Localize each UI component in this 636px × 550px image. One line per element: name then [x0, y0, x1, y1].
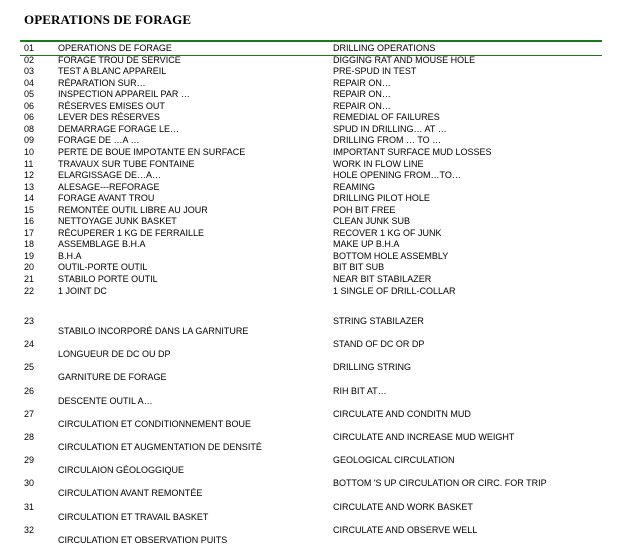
english-term: REPAIR ON… — [333, 77, 391, 88]
french-term: GARNITURE DE FORAGE — [58, 372, 167, 383]
english-term: DRILLING PILOT HOLE — [333, 193, 430, 204]
row-number: 11 — [24, 158, 34, 169]
english-term: IMPORTANT SURFACE MUD LOSSES — [333, 146, 492, 157]
french-term: RÉSERVES EMISES OUT — [58, 100, 165, 111]
english-term: POH BIT FREE — [333, 204, 396, 215]
row-number: 16 — [24, 216, 35, 227]
english-term: MAKE UP B.H.A — [333, 239, 400, 250]
row-number: 20 — [24, 262, 35, 273]
row-number: 01 — [24, 43, 35, 53]
english-term: REPAIR ON… — [333, 100, 391, 111]
english-term: CIRCULATE AND WORK BASKET — [333, 501, 473, 512]
row-number: 06 — [24, 100, 35, 111]
english-term: RIH BIT AT… — [333, 385, 387, 396]
header-rule — [20, 40, 602, 42]
row-number: 29 — [24, 455, 35, 466]
english-term: REAMING — [333, 181, 376, 192]
french-term: FORAGE TROU DE SERVICE — [58, 54, 181, 65]
french-term: DEMARRAGE FORAGE LE… — [58, 123, 180, 134]
row-number: 25 — [24, 362, 35, 373]
french-term: NETTOYAGE JUNK BASKET — [58, 216, 177, 227]
english-term: CIRCULATE AND OBSERVE WELL — [333, 524, 478, 535]
french-term: CIRCULATION ET AUGMENTATION DE DENSITÉ — [58, 442, 262, 452]
english-term: BOTTOM 'S UP CIRCULATION OR CIRC. FOR TRIP — [333, 478, 547, 489]
row-number: 24 — [24, 339, 35, 350]
row-number: 12 — [24, 170, 35, 181]
french-term: STABILO PORTE OUTIL — [58, 274, 158, 284]
row-number: 30 — [24, 478, 35, 489]
english-term: DRILLING STRING — [333, 362, 412, 373]
french-term: REMONTÉE OUTIL LIBRE AU JOUR — [58, 204, 208, 215]
english-term: CIRCULATE AND CONDITN MUD — [333, 408, 471, 419]
french-term: DESCENTE OUTIL A… — [58, 395, 153, 406]
french-term: FORAGE AVANT TROU — [58, 193, 155, 204]
english-term: STRING STABILAZER — [333, 316, 424, 326]
row-number: 23 — [24, 316, 35, 326]
english-term: NEAR BIT STABILAZER — [333, 274, 432, 284]
french-term: FORAGE DE …A … — [58, 135, 140, 146]
french-term: OPERATIONS DE FORAGE — [58, 43, 172, 53]
french-term: RÉPARATION SUR… — [58, 77, 146, 88]
english-term: REPAIR ON… — [333, 89, 391, 100]
french-term: TEST A BLANC APPAREIL — [58, 66, 167, 77]
row-number: 05 — [24, 89, 35, 100]
english-term: DRILLING FROM … TO … — [333, 135, 442, 146]
french-term: ALESAGE---REFORAGE — [58, 181, 160, 192]
english-term: HOLE OPENING FROM…TO… — [333, 170, 461, 181]
row-number: 09 — [24, 135, 35, 146]
french-term: PERTE DE BOUE IMPOTANTE EN SURFACE — [58, 146, 246, 157]
french-term: 1 JOINT DC — [58, 285, 107, 296]
french-term: CIRCULATION ET OBSERVATION PUITS — [58, 534, 228, 545]
english-term: CIRCULATE AND INCREASE MUD WEIGHT — [333, 432, 515, 442]
english-term: DIGGING RAT AND MOUSE HOLE — [333, 54, 476, 65]
row-number: 19 — [24, 250, 35, 261]
french-term: CIRCULATION AVANT REMONTÉE — [58, 488, 203, 499]
row-number: 04 — [24, 77, 35, 88]
english-term: CLEAN JUNK SUB — [333, 216, 411, 227]
english-term: BIT BIT SUB — [333, 262, 385, 273]
english-term: BOTTOM HOLE ASSEMBLY — [333, 250, 449, 261]
row-number: 17 — [24, 227, 35, 238]
row-number: 15 — [24, 204, 35, 215]
french-term: ELARGISSAGE DE…A… — [58, 170, 162, 181]
french-term: LONGUEUR DE DC OU DP — [58, 349, 171, 360]
row-number: 26 — [24, 385, 35, 396]
row-number: 14 — [24, 193, 35, 204]
row-number: 32 — [24, 524, 35, 535]
row-number: 21 — [24, 274, 35, 284]
english-term: PRE-SPUD IN TEST — [333, 66, 417, 77]
row-number: 28 — [24, 432, 35, 442]
french-term: STABILO INCORPORÉ DANS LA GARNITURE — [58, 326, 249, 336]
french-term: CIRCULATION ET TRAVAIL BASKET — [58, 511, 209, 522]
document-title: OPERATIONS DE FORAGE — [24, 12, 192, 27]
row-number: 18 — [24, 239, 35, 250]
english-term: REMEDIAL OF FAILURES — [333, 112, 440, 123]
english-term: SPUD IN DRILLING… AT … — [333, 123, 447, 134]
french-term: CIRCULATION ET CONDITIONNEMENT BOUE — [58, 418, 252, 429]
french-term: LEVER DES RÉSERVES — [58, 112, 160, 123]
english-term: GEOLOGICAL CIRCULATION — [333, 455, 455, 466]
french-term: CIRCULAION GÉOLOGGIQUE — [58, 465, 185, 476]
row-number: 08 — [24, 123, 35, 134]
row-number: 22 — [24, 285, 35, 296]
row-number: 03 — [24, 66, 35, 77]
french-term: TRAVAUX SUR TUBE FONTAINE — [58, 158, 195, 169]
english-term: 1 SINGLE OF DRILL-COLLAR — [333, 285, 456, 296]
row-number: 02 — [24, 54, 35, 65]
french-term: B.H.A — [58, 250, 82, 261]
french-term: ASSEMBLAGE B.H.A — [58, 239, 146, 250]
english-term: WORK IN FLOW LINE — [333, 158, 424, 169]
english-term: DRILLING OPERATIONS — [333, 43, 436, 53]
french-term: INSPECTION APPAREIL PAR … — [58, 89, 190, 100]
english-term: STAND OF DC OR DP — [333, 339, 425, 350]
french-term: RÉCUPERER 1 KG DE FERRAILLE — [58, 227, 205, 238]
row-number: 13 — [24, 181, 35, 192]
english-term: RECOVER 1 KG OF JUNK — [333, 227, 442, 238]
row-number: 10 — [24, 146, 35, 157]
french-term: OUTIL-PORTE OUTIL — [58, 262, 148, 273]
row-number: 27 — [24, 408, 35, 419]
row-number: 31 — [24, 501, 35, 512]
row-number: 06 — [24, 112, 35, 123]
